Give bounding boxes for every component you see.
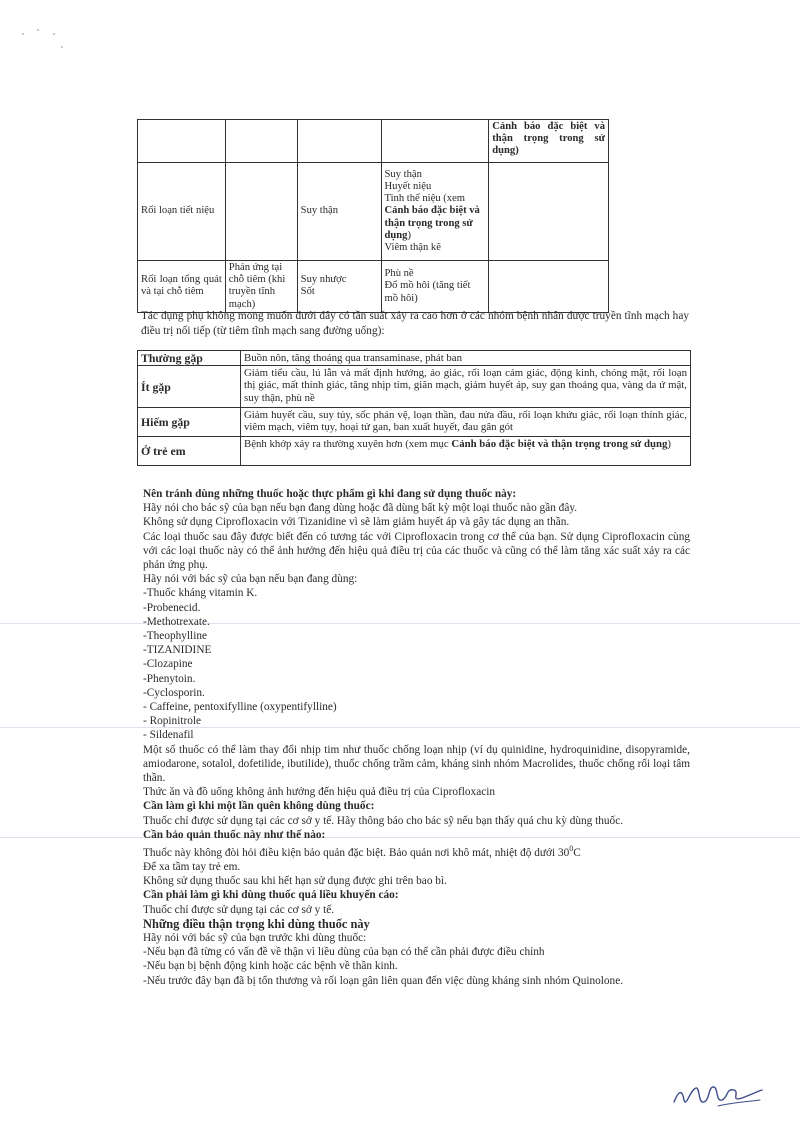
- paragraph: Hãy nói với bác sỹ của bạn nếu bạn đang dùng:: [143, 573, 358, 586]
- list-item: -Clozapine: [143, 658, 193, 671]
- effect-line: Đổ mồ hôi (tăng tiết mồ hôi): [384, 280, 471, 304]
- table-row: [138, 408, 691, 437]
- paragraph: Một số thuốc có thể làm thay đổi nhịp tim như thuốc chống loạn nhịp (ví dụ quinidine, hydroquinidine, disopyramide, amiodarone, sotalol, dofetilide, ibutilide), thuốc chống trầm cảm, kháng sinh nhóm Macrolides, thuốc chống rối loại tâm thần.: [143, 743, 690, 785]
- effects-cell: Giảm tiểu cầu, lú lẫn và mất định hướng, ảo giác, rối loạn cảm giác, động kinh, chóng mặt, rối loạn thị giác, mất thính giác, tăng nhịp tim, giãn mạch, giảm huyết áp, suy gan thoáng qua, vàng da ứ mật, suy thận, phù nề: [241, 366, 691, 408]
- list-item: -TIZANIDINE: [143, 644, 212, 657]
- effect-line: Suy nhược: [300, 274, 347, 286]
- effects-cell: Bệnh khớp xảy ra thường xuyên hơn (xem mục Cảnh báo đặc biệt và thận trọng trong sử dụng): [241, 437, 691, 466]
- section-heading: Những điều thận trọng khi dùng thuốc này: [143, 916, 370, 931]
- effect-line: Tinh thể niệu (xem Cảnh báo đặc biệt và thận trọng trong sử dụng): [384, 193, 480, 241]
- frequency-label: Ở trẻ em: [138, 437, 241, 466]
- effect-line: Huyết niệu: [384, 180, 432, 192]
- list-item: - Caffeine, pentoxifylline (oxypentifylline): [143, 701, 337, 714]
- table-cell: Rối loạn tiết niệu: [138, 163, 226, 261]
- effects-cell: Giảm huyết cầu, suy tủy, sốc phản vệ, loạn thần, đau nửa đầu, rối loạn khứu giác, rối loạn thính giác, viêm mạch, viêm tụy, hoại tử gan, ban xuất huyết, đau gân gót: [241, 408, 691, 437]
- list-item: - Ropinitrole: [143, 715, 202, 728]
- effect-line: Suy thận: [384, 168, 422, 180]
- table-cell: [381, 261, 489, 313]
- table-cell: [225, 163, 297, 261]
- frequency-label: Thường gặp: [138, 351, 241, 366]
- paragraph: -Nếu trước đây bạn đã bị tổn thương và rối loạn gân liên quan đến việc dùng kháng sinh nhóm Quinolone.: [143, 974, 624, 987]
- table-row: [138, 261, 609, 313]
- list-item: -Probenecid.: [143, 601, 201, 614]
- paragraph: Thuốc chỉ được sử dụng tại các cơ sở y tế. Hãy thông báo cho bác sỹ nếu bạn thấy quá chu kỳ dùng thuốc.: [143, 814, 624, 827]
- table-row: [138, 366, 691, 408]
- table-cell: Phản ứng tại chỗ tiêm (khi truyền tĩnh mạch): [225, 261, 297, 313]
- table-cell: [489, 120, 609, 163]
- list-item: -Cyclosporin.: [143, 686, 205, 699]
- frequency-label: Hiếm gặp: [138, 408, 241, 437]
- table-cell: [297, 261, 381, 313]
- section-heading: Nên tránh dùng những thuốc hoặc thực phẩm gì khi đang sử dụng thuốc này:: [143, 488, 517, 500]
- paragraph: Thuốc này không đòi hỏi điều kiện bảo quản đặc biệt. Bảo quản nơi khô mát, nhiệt độ dưới $30^0C$: [143, 844, 581, 859]
- paragraph: Thuốc chỉ được sử dụng tại các cơ sở y tế.: [143, 903, 335, 916]
- paragraph: Hãy nói với bác sỹ của bạn trước khi dùng thuốc:: [143, 932, 367, 945]
- iv-adverse-effects-table: [137, 350, 691, 466]
- paragraph: Các loại thuốc sau đây được biết đến có tương tác với Ciprofloxacin trong cơ thể của bạn. Sử dụng Ciprofloxacin cùng với các loại thuốc này có thể ảnh hưởng đến hiệu quả điều trị của các thuốc và cũng có thể làm tăng xác suất xảy ra các phản ứng phụ.: [143, 530, 690, 572]
- section-heading: Cần bảo quản thuốc này như thế nào:: [143, 828, 326, 841]
- effect-line: Sốt: [300, 286, 315, 298]
- intro-paragraph: Tác dụng phụ không mong muốn dưới đây có tần suất xảy ra cao hơn ở các nhóm bệnh nhân được truyền tĩnh mạch hay điều trị nối tiếp (từ tiêm tĩnh mạch sang đường uống):: [141, 310, 689, 337]
- table-cell: [381, 120, 489, 163]
- warning-reference: Cảnh báo đặc biệt và thận trọng trong sử dụng: [451, 438, 668, 451]
- paragraph: Hãy nói cho bác sỹ của bạn nếu bạn đang dùng hoặc đã dùng bất kỳ một loại thuốc nào gần đây.: [143, 502, 578, 515]
- list-item: - Sildenafil: [143, 729, 194, 742]
- table-cell: [138, 120, 226, 163]
- section-heading: Cần phải làm gì khi dùng thuốc quá liều khuyến cáo:: [143, 889, 399, 902]
- table-row: [138, 120, 609, 163]
- paragraph: Không sử dụng thuốc sau khi hết hạn sử dụng được ghi trên bao bì.: [143, 875, 447, 888]
- drug-list: [143, 586, 690, 742]
- list-item: -Methotrexate.: [143, 615, 210, 628]
- table-row: [138, 437, 691, 466]
- paragraph: Để xa tầm tay trẻ em.: [143, 861, 241, 874]
- scan-corner-marks: [18, 24, 68, 52]
- table-cell: [489, 163, 609, 261]
- effect-line: Viêm thận kẽ: [384, 242, 441, 253]
- handwritten-signature: [668, 1078, 768, 1112]
- effects-cell: Buồn nôn, tăng thoáng qua transaminase, phát ban: [241, 351, 691, 366]
- section-heading: Cần làm gì khi một lần quên không dùng thuốc:: [143, 800, 375, 813]
- table-row: [138, 351, 691, 366]
- table-row: [138, 163, 609, 261]
- table-cell: [225, 120, 297, 163]
- list-item: -Phenytoin.: [143, 672, 196, 685]
- warning-reference: Cảnh báo đặc biệt và thận trọng trong sử dụng): [492, 121, 605, 157]
- paragraph: -Nếu bạn bị bệnh động kinh hoặc các bệnh về thần kinh.: [143, 960, 398, 973]
- warning-reference: Cảnh báo đặc biệt và thận trọng trong sử dụng: [384, 205, 480, 241]
- list-item: -Theophylline: [143, 630, 207, 643]
- paragraph: Không sử dụng Ciprofloxacin với Tizanidine vì sẽ làm giảm huyết áp và gây tác dụng an thần.: [143, 516, 570, 529]
- adverse-effects-table-continued: [137, 119, 609, 313]
- paragraph: Thức ăn và đồ uống không ảnh hưởng đến hiệu quả điều trị của Ciprofloxacin: [143, 786, 496, 799]
- leaflet-body: [143, 487, 690, 988]
- list-item: -Thuốc kháng vitamin K.: [143, 587, 258, 600]
- table-cell: [381, 163, 489, 261]
- paragraph: -Nếu bạn đã từng có vấn đề về thận vì liều dùng của bạn có thể cần phải được điều chỉnh: [143, 946, 545, 959]
- table-cell: [489, 261, 609, 313]
- table-cell: Rối loạn tổng quát và tại chỗ tiêm: [138, 261, 226, 313]
- frequency-label: Ít gặp: [138, 366, 241, 408]
- table-cell: Suy thận: [297, 163, 381, 261]
- effect-line: Phù nề: [384, 268, 414, 280]
- table-cell: [297, 120, 381, 163]
